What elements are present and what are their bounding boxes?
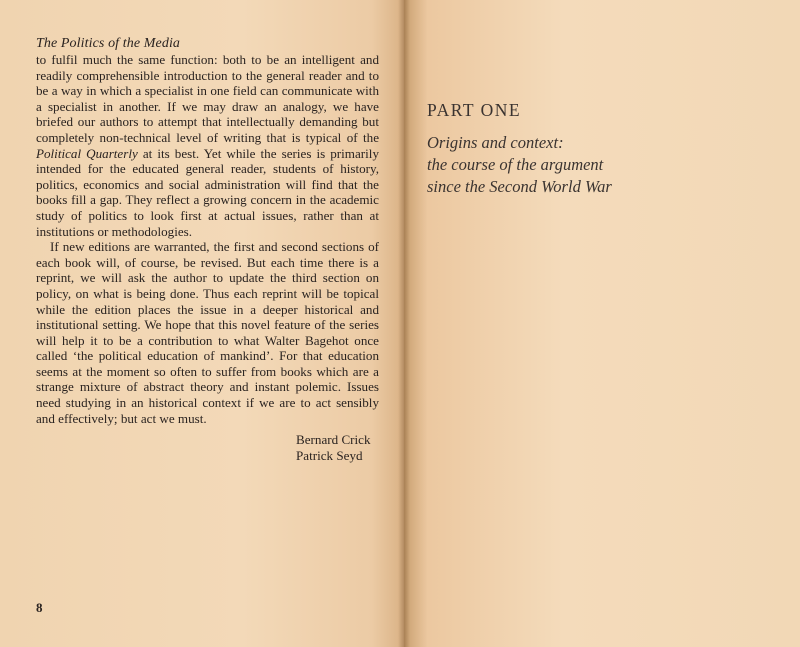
paragraph-1-start: to fulfil much the same function: both to be an intelligent and readily comprehensible introduction to the general reader and to be a way in which a specialist in one field can communicate with a specialist in another. If we may draw an analogy, we have briefed our authors to attempt that intellectually demanding but completely non-technical level of writing that is typical of the — [36, 52, 379, 145]
page-number: 8 — [36, 600, 43, 615]
book-gutter — [398, 0, 410, 647]
paragraph-1 — [36, 52, 379, 239]
part-subtitle — [427, 132, 767, 198]
right-page — [404, 0, 800, 647]
journal-title: Political Quarterly — [36, 145, 138, 161]
part-heading: PART ONE — [427, 100, 522, 120]
paragraph-2: If new editions are warranted, the first and second sections of each book will, of course, be revised. But each time there is a reprint, we will ask the author to update the third section on policy, on what is being done. Thus each reprint will be topical while the edition places the issue in a deeper historical and institutional setting. We hope that this novel feature of the series will help it to be a contribution to what Walter Bagehot once called ‘the political education of mankind’. For that education seems at the moment so often to suffer from books which are a strange mixture of abstract theory and instant polemic. Issues need studying in an historical context if we are to act sensibly and effectively; but act we must. — [36, 239, 379, 426]
subtitle-line: Origins and context: — [427, 133, 564, 152]
subtitle-line: the course of the argument — [427, 155, 604, 174]
running-head: The Politics of the Media — [36, 36, 181, 51]
signatures — [296, 432, 371, 464]
paragraph-1-end: at its best. Yet while the series is primarily intended for the educated general reader, students of history, politics, economics and social administration will find that the books fill a gap. They reflect a growing concern in the academic study of politics to look first at actual issues, rather than at institutions or methodologies. — [36, 145, 379, 239]
signature-name: Patrick Seyd — [296, 448, 363, 463]
signature-name: Bernard Crick — [296, 432, 371, 447]
subtitle-line: since the Second World War — [427, 177, 612, 196]
body-text — [36, 52, 379, 426]
